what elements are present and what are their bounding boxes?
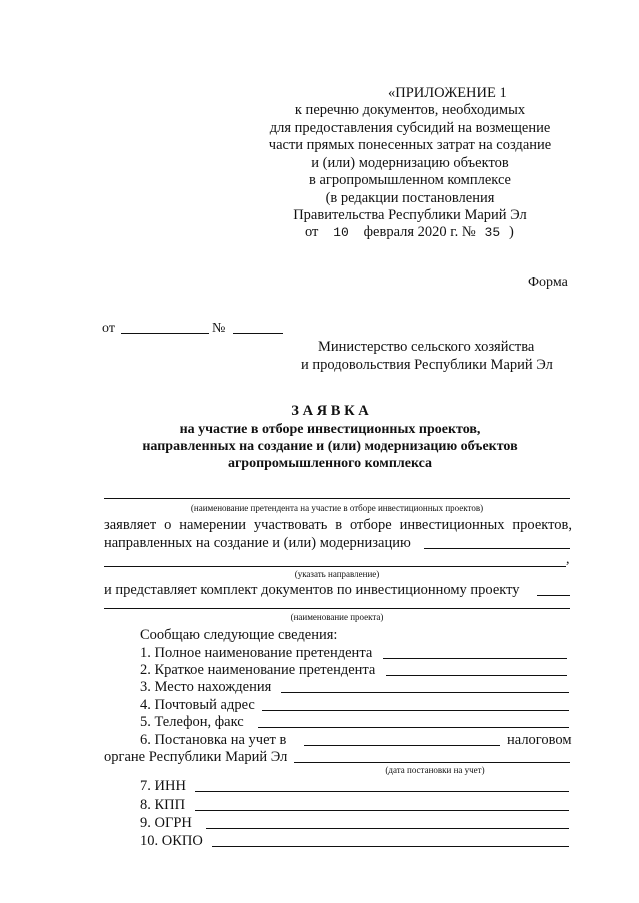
direction-comma: , (566, 552, 570, 567)
appendix-line: к перечню документов, необходимых (294, 102, 526, 118)
ref-number-field[interactable] (233, 333, 283, 334)
item-short-name-label: 2. Краткое наименование претендента (140, 662, 376, 678)
tax-authority-label: органе Республики Марий Эл (104, 749, 288, 765)
okpo-field[interactable] (212, 846, 569, 847)
tax-authority-field[interactable] (294, 762, 570, 763)
document-heading: З А Я В К А (291, 403, 369, 419)
info-intro: Сообщаю следующие сведения: (140, 627, 338, 643)
phone-fax-field[interactable] (258, 727, 569, 728)
kpp-field[interactable] (195, 810, 569, 811)
appendix-close-paren: ) (508, 224, 514, 240)
decree-month-year: февраля 2020 г. № (363, 224, 476, 240)
title-line: агропромышленного комплекса (227, 456, 433, 471)
appendix-line: и (или) модернизацию объектов (311, 154, 509, 171)
project-name-field[interactable] (104, 608, 570, 609)
registration-date-caption: (дата постановки на учет) (385, 765, 485, 775)
appendix-title: «ПРИЛОЖЕНИЕ 1 (388, 85, 507, 101)
modernization-field[interactable] (424, 548, 570, 549)
form-label: Форма (528, 275, 568, 290)
declares-line2: направленных на создание и (или) модернизацию (104, 535, 411, 551)
tax-authority-word: налоговом (507, 732, 572, 748)
ref-number-label: № (212, 321, 226, 336)
appendix-line: для предоставления субсидий на возмещение (269, 119, 551, 136)
item-full-name-label: 1. Полное наименование претендента (140, 645, 373, 661)
direction-caption: (указать направление) (294, 569, 380, 579)
full-name-field[interactable] (383, 658, 567, 659)
title-line: направленных на создание и (или) модернизацию объектов (142, 439, 518, 454)
inn-field[interactable] (195, 791, 569, 792)
addressee-line2: и продовольствия Республики Марий Эл (301, 357, 553, 373)
appendix-line: (в редакции постановления (325, 189, 495, 206)
postal-address-field[interactable] (262, 710, 569, 711)
ref-from-label: от (102, 321, 115, 336)
item-location-label: 3. Место нахождения (140, 679, 272, 695)
decree-day: 10 (333, 225, 349, 240)
inn-label: 7. ИНН (140, 778, 186, 794)
decree-number: 35 (484, 225, 501, 240)
kpp-label: 8. КПП (140, 797, 186, 813)
tax-registration-field[interactable] (304, 745, 500, 746)
appendix-line: части прямых понесенных затрат на создание (268, 137, 552, 153)
ref-date-field[interactable] (121, 333, 209, 334)
declares-line1: заявляет о намерении участвовать в отборе инвестиционных проектов, (104, 517, 572, 533)
appendix-line: Правительства Республики Марий Эл (293, 207, 527, 223)
project-caption: (наименование проекта) (290, 612, 384, 622)
item-phone-fax-label: 5. Телефон, факс (140, 714, 244, 730)
applicant-name-field[interactable] (104, 498, 570, 499)
item-postal-address-label: 4. Почтовый адрес (140, 697, 255, 713)
addressee-line1: Министерство сельского хозяйства (318, 339, 535, 355)
short-name-field[interactable] (386, 675, 567, 676)
title-line: на участие в отборе инвестиционных проектов, (179, 422, 481, 437)
item-tax-registration-label: 6. Постановка на учет в (140, 732, 287, 748)
appendix-line: в агропромышленном комплексе (308, 172, 511, 188)
applicant-caption: (наименование претендента на участие в отборе инвестиционных проектов) (190, 503, 484, 513)
project-field-short[interactable] (537, 595, 570, 596)
appendix-date-line (305, 223, 514, 242)
ogrn-label: 9. ОГРН (140, 815, 192, 831)
direction-field[interactable] (104, 566, 566, 567)
location-field[interactable] (281, 692, 569, 693)
okpo-label: 10. ОКПО (140, 833, 203, 849)
date-prefix: от (305, 224, 319, 240)
presents-text: и представляет комплект документов по инвестиционному проекту (104, 582, 520, 598)
ogrn-field[interactable] (206, 828, 569, 829)
